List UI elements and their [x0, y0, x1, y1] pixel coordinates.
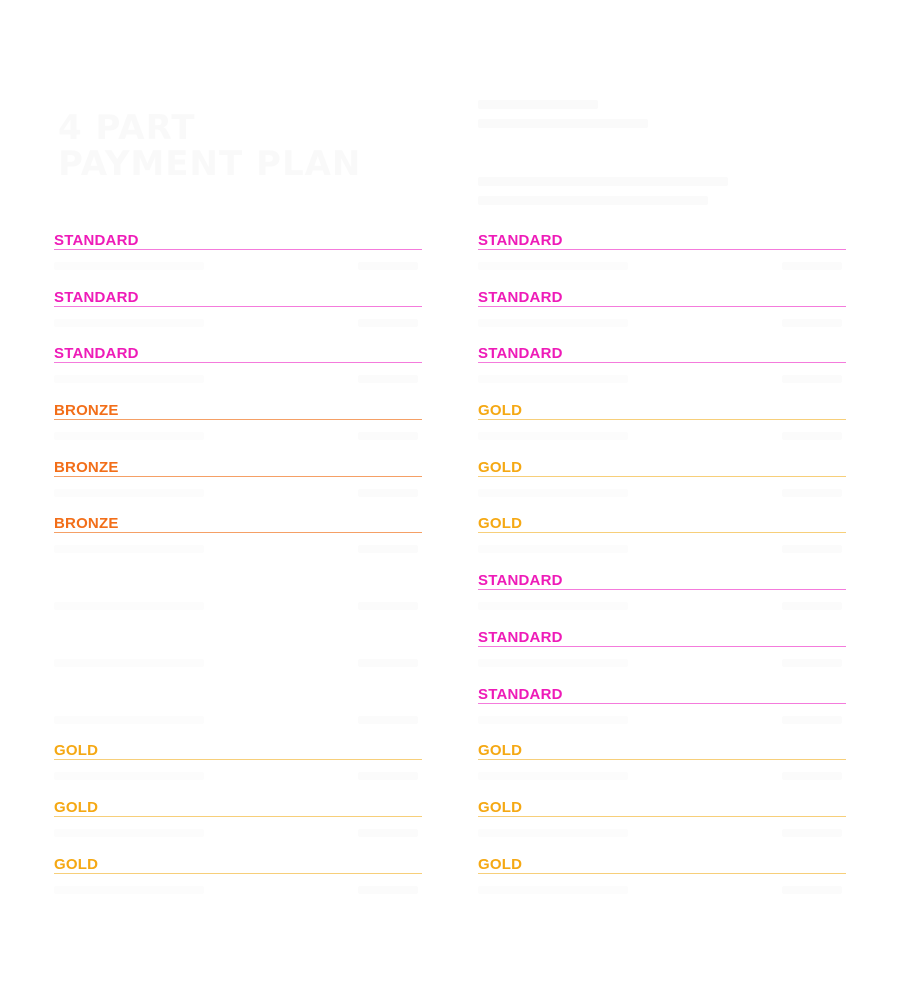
faded-detail-text: [478, 716, 628, 724]
faded-detail-text: [478, 489, 628, 497]
faded-detail-text: [478, 886, 628, 894]
tier-row-standard: [54, 232, 422, 289]
faded-detail-text: [54, 432, 204, 440]
tier-divider: [54, 703, 422, 704]
tier-divider: [478, 816, 846, 817]
faded-text-line: [478, 100, 598, 109]
tier-row-bronze: [54, 402, 422, 459]
faded-detail-text: [54, 659, 204, 667]
tier-row-blank: [54, 629, 422, 686]
faded-amount: [358, 262, 418, 270]
faded-detail-text: [54, 319, 204, 327]
faded-amount: [782, 432, 842, 440]
faded-amount: [358, 319, 418, 327]
tier-label: GOLD: [478, 402, 523, 420]
tier-row-bronze: [54, 459, 422, 516]
tier-label: GOLD: [54, 742, 99, 760]
tier-row-standard: [478, 345, 846, 402]
tier-row-gold: [478, 742, 846, 799]
faded-detail-text: [478, 772, 628, 780]
tier-row-bronze: [54, 515, 422, 572]
tier-label: GOLD: [478, 458, 523, 476]
faded-detail-text: [54, 375, 204, 383]
tier-label: STANDARD: [478, 288, 563, 306]
tier-label: STANDARD: [478, 232, 563, 249]
faded-detail-text: [478, 262, 628, 270]
tier-divider: [54, 532, 422, 533]
faded-amount: [358, 772, 418, 780]
tier-row-standard: [478, 289, 846, 346]
tier-label: GOLD: [478, 855, 523, 873]
tier-label: STANDARD: [478, 628, 563, 646]
tier-row-gold: [478, 459, 846, 516]
faded-detail-text: [54, 716, 204, 724]
faded-amount: [782, 659, 842, 667]
faded-detail-text: [54, 262, 204, 270]
tier-divider: [478, 759, 846, 760]
tier-label: GOLD: [478, 742, 523, 760]
tier-label: GOLD: [54, 798, 99, 816]
tier-row-standard: [478, 686, 846, 743]
faded-amount: [782, 319, 842, 327]
tier-label: STANDARD: [478, 685, 563, 703]
faded-amount: [358, 659, 418, 667]
faded-amount: [782, 545, 842, 553]
tier-row-gold: [478, 799, 846, 856]
plan-title-line-1: 4 PART: [58, 108, 196, 148]
tier-divider: [54, 362, 422, 363]
tier-divider: [54, 249, 422, 250]
tier-row-standard: [478, 629, 846, 686]
tier-row-gold: [478, 515, 846, 572]
tier-row-standard: [54, 289, 422, 346]
faded-detail-text: [478, 375, 628, 383]
tier-row-blank: [54, 572, 422, 629]
tier-row-blank: [54, 686, 422, 743]
faded-detail-text: [54, 489, 204, 497]
tier-row-gold: [478, 856, 846, 913]
faded-detail-text: [54, 886, 204, 894]
faded-text-line: [478, 196, 708, 205]
tier-row-standard: [54, 345, 422, 402]
tier-label: BRONZE: [54, 458, 119, 476]
faded-text-line: [478, 177, 728, 186]
tier-divider: [54, 419, 422, 420]
tier-label: STANDARD: [54, 232, 139, 249]
tier-divider: [478, 873, 846, 874]
faded-amount: [358, 886, 418, 894]
tier-row-standard: [478, 572, 846, 629]
tier-label: STANDARD: [478, 345, 563, 363]
tier-divider: [54, 646, 422, 647]
faded-amount: [782, 262, 842, 270]
tier-divider: [478, 306, 846, 307]
tier-divider: [478, 476, 846, 477]
tier-label: GOLD: [478, 515, 523, 533]
faded-amount: [358, 829, 418, 837]
tier-row-gold: [54, 742, 422, 799]
tier-divider: [478, 532, 846, 533]
tier-divider: [478, 249, 846, 250]
tier-label: STANDARD: [54, 288, 139, 306]
faded-detail-text: [54, 602, 204, 610]
faded-amount: [782, 886, 842, 894]
tier-divider: [478, 646, 846, 647]
faded-amount: [358, 602, 418, 610]
faded-amount: [782, 489, 842, 497]
tier-divider: [54, 873, 422, 874]
tier-divider: [478, 419, 846, 420]
faded-detail-text: [54, 829, 204, 837]
plan-title-line-2: PAYMENT PLAN: [58, 144, 362, 184]
faded-amount: [358, 489, 418, 497]
tier-label: GOLD: [478, 798, 523, 816]
tier-label: GOLD: [54, 855, 99, 873]
tier-divider: [478, 703, 846, 704]
tier-divider: [54, 476, 422, 477]
faded-detail-text: [478, 659, 628, 667]
tier-divider: [54, 759, 422, 760]
faded-amount: [782, 829, 842, 837]
tier-label: STANDARD: [478, 572, 563, 590]
tier-divider: [478, 589, 846, 590]
faded-detail-text: [54, 772, 204, 780]
tier-divider: [54, 589, 422, 590]
tier-row-gold: [54, 799, 422, 856]
faded-amount: [782, 772, 842, 780]
faded-amount: [358, 545, 418, 553]
faded-amount: [358, 375, 418, 383]
faded-detail-text: [478, 545, 628, 553]
right-tier-column: [478, 232, 846, 912]
tier-label: BRONZE: [54, 402, 119, 420]
faded-amount: [782, 602, 842, 610]
tier-label: BRONZE: [54, 515, 119, 533]
faded-detail-text: [54, 545, 204, 553]
faded-detail-text: [478, 319, 628, 327]
plan-description: [478, 100, 778, 210]
faded-amount: [782, 716, 842, 724]
tier-divider: [478, 362, 846, 363]
tier-divider: [54, 306, 422, 307]
left-tier-column: [54, 232, 422, 912]
plan-title: [58, 110, 398, 182]
faded-detail-text: [478, 829, 628, 837]
tier-divider: [54, 816, 422, 817]
faded-detail-text: [478, 432, 628, 440]
faded-amount: [358, 432, 418, 440]
faded-amount: [782, 375, 842, 383]
faded-detail-text: [478, 602, 628, 610]
faded-text-line: [478, 119, 648, 128]
tier-row-gold: [478, 402, 846, 459]
faded-amount: [358, 716, 418, 724]
tier-label: STANDARD: [54, 345, 139, 363]
tier-row-standard: [478, 232, 846, 289]
tier-row-gold: [54, 856, 422, 913]
